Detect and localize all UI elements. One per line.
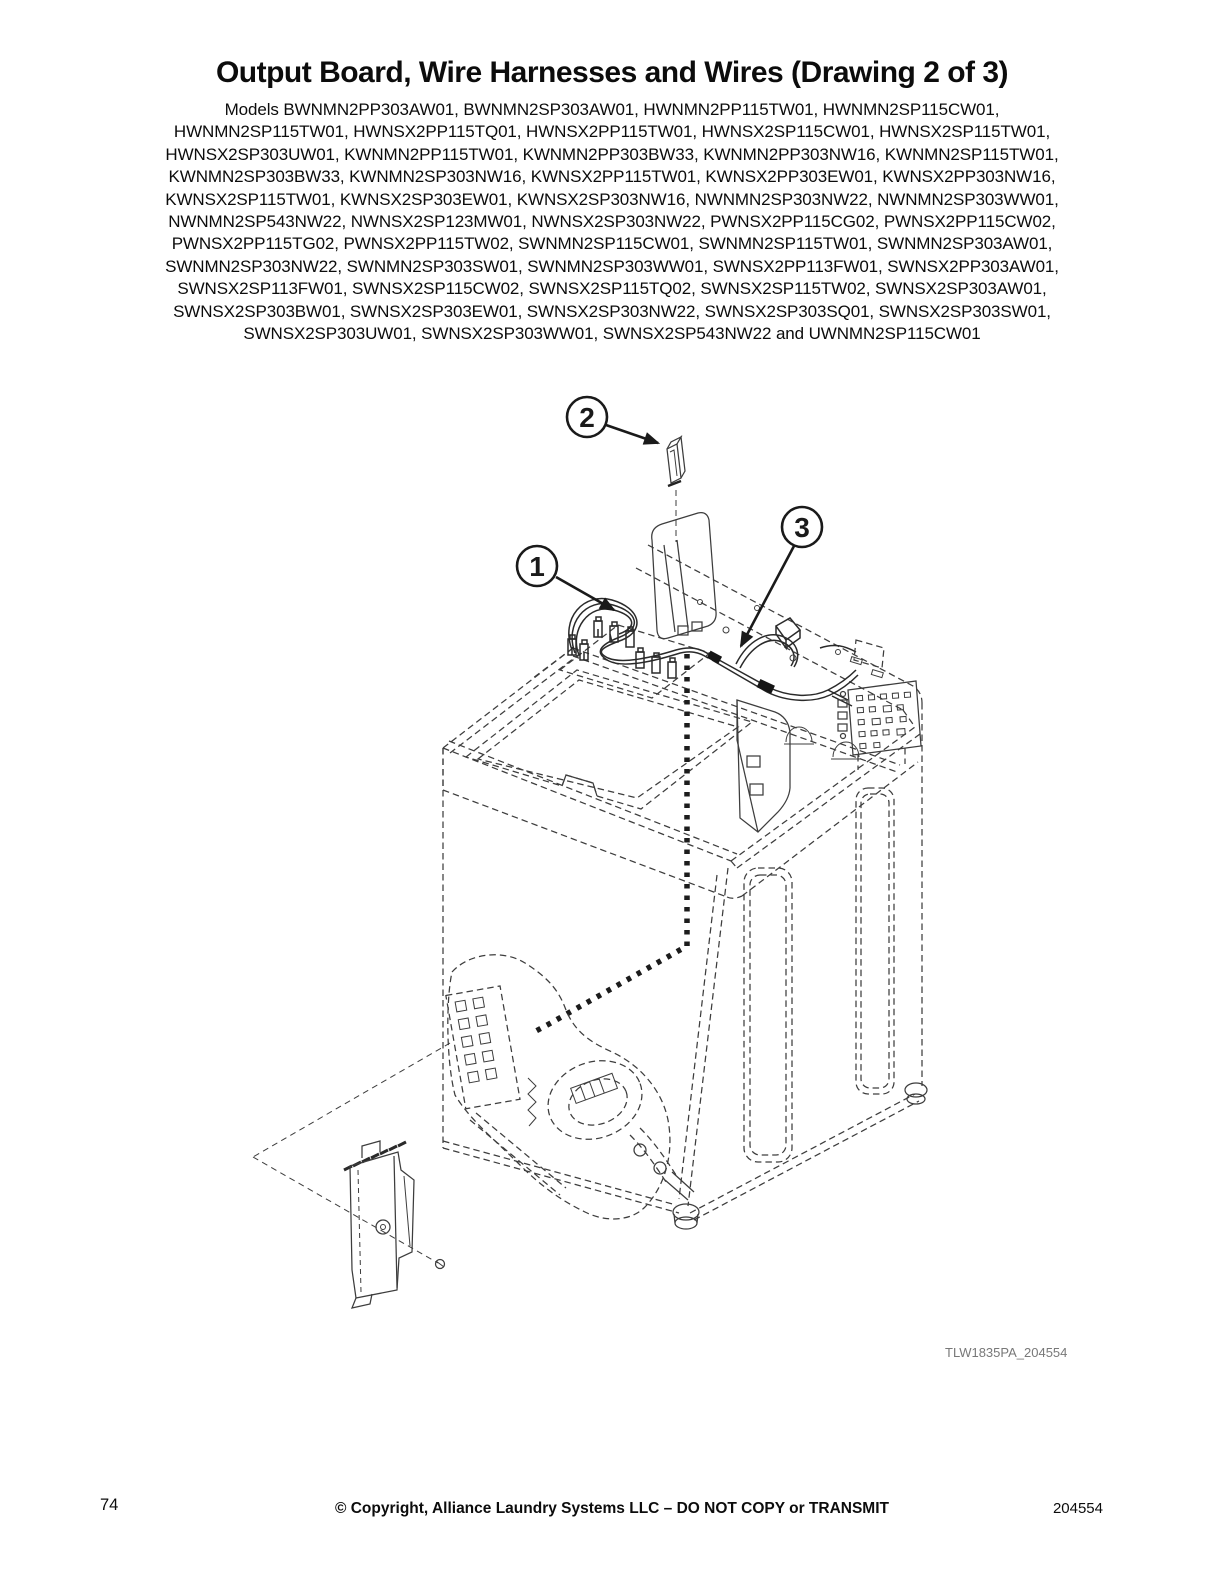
- leveling-foot-front: [673, 1204, 699, 1229]
- model-list-line: SWNSX2SP113FW01, SWNSX2SP115CW02, SWNSX2SP115TQ02, SWNSX2SP115TW02, SWNSX2SP303AW01,: [177, 279, 1047, 299]
- page-title: Output Board, Wire Harnesses and Wires (Drawing 2 of 3): [215, 56, 1009, 89]
- footer-page-number: 74: [100, 1496, 119, 1514]
- callout-1-arrow: [556, 577, 614, 610]
- callout-1: [517, 546, 614, 610]
- callout-3-number: 3: [794, 512, 810, 543]
- callout-2-arrow: [606, 425, 658, 443]
- washer-lid: [466, 670, 752, 809]
- callout-3: [741, 507, 822, 646]
- footer-copyright: © Copyright, Alliance Laundry Systems LLC – DO NOT COPY or TRANSMIT: [335, 1500, 889, 1517]
- dotted-cable-route: [536, 654, 687, 1031]
- drawing-id-label: TLW1835PA_204554: [945, 1345, 1068, 1360]
- wire-harness-3: [707, 618, 858, 706]
- callout-1-number: 1: [529, 551, 545, 582]
- model-list-line: SWNSX2SP303BW01, SWNSX2SP303EW01, SWNSX2SP303NW22, SWNSX2SP303SQ01, SWNSX2SP303SW01,: [173, 301, 1051, 321]
- model-list-line: HWNSX2SP303UW01, KWNMN2PP115TW01, KWNMN2PP303BW33, KWNMN2PP303NW16, KWNMN2SP115TW01,: [165, 144, 1059, 164]
- bracket-serrations: [344, 1142, 406, 1170]
- callout-2-number: 2: [579, 402, 595, 433]
- model-list-line: NWNMN2SP543NW22, NWNSX2SP123MW01, NWNSX2SP303NW22, PWNSX2PP115CG02, PWNSX2PP115CW02,: [168, 212, 1056, 232]
- model-list-line: SWNMN2SP303NW22, SWNMN2SP303SW01, SWNMN2SP303WW01, SWNSX2PP113FW01, SWNSX2PP303AW01,: [165, 256, 1059, 276]
- callout-3-arrow: [741, 546, 794, 646]
- part-2-terminal-cover: [667, 437, 685, 542]
- footer-document-number: 204554: [1052, 1500, 1103, 1517]
- model-list-line: Models BWNMN2PP303AW01, BWNMN2SP303AW01, HWNMN2PP115TW01, HWNMN2SP115CW01,: [224, 100, 1000, 119]
- pump-assembly-cutaway: [446, 955, 694, 1219]
- model-list-line: KWNSX2SP115TW01, KWNSX2SP303EW01, KWNSX2SP303NW16, NWNMN2SP303NW22, NWNMN2SP303WW01,: [165, 189, 1059, 209]
- mounting-bracket-part: [344, 1141, 414, 1308]
- model-list-line: HWNMN2SP115TW01, HWNSX2PP115TQ01, HWNSX2PP115TW01, HWNSX2SP115CW01, HWNSX2SP115TW01,: [173, 122, 1051, 142]
- model-list-line: PWNSX2PP115TG02, PWNSX2PP115TW02, SWNMN2SP115CW01, SWNMN2SP115TW01, SWNMN2SP303AW01,: [171, 234, 1053, 254]
- callout-2: [567, 397, 658, 443]
- model-list-line: SWNSX2SP303UW01, SWNSX2SP303WW01, SWNSX2SP543NW22 and UWNMN2SP115CW01: [243, 324, 981, 344]
- screw: [436, 1260, 445, 1269]
- model-list-line: KWNMN2SP303BW33, KWNMN2SP303NW16, KWNSX2PP115TW01, KWNSX2PP303EW01, KWNSX2PP303NW16,: [168, 167, 1056, 187]
- leveling-foot-right: [905, 1083, 927, 1104]
